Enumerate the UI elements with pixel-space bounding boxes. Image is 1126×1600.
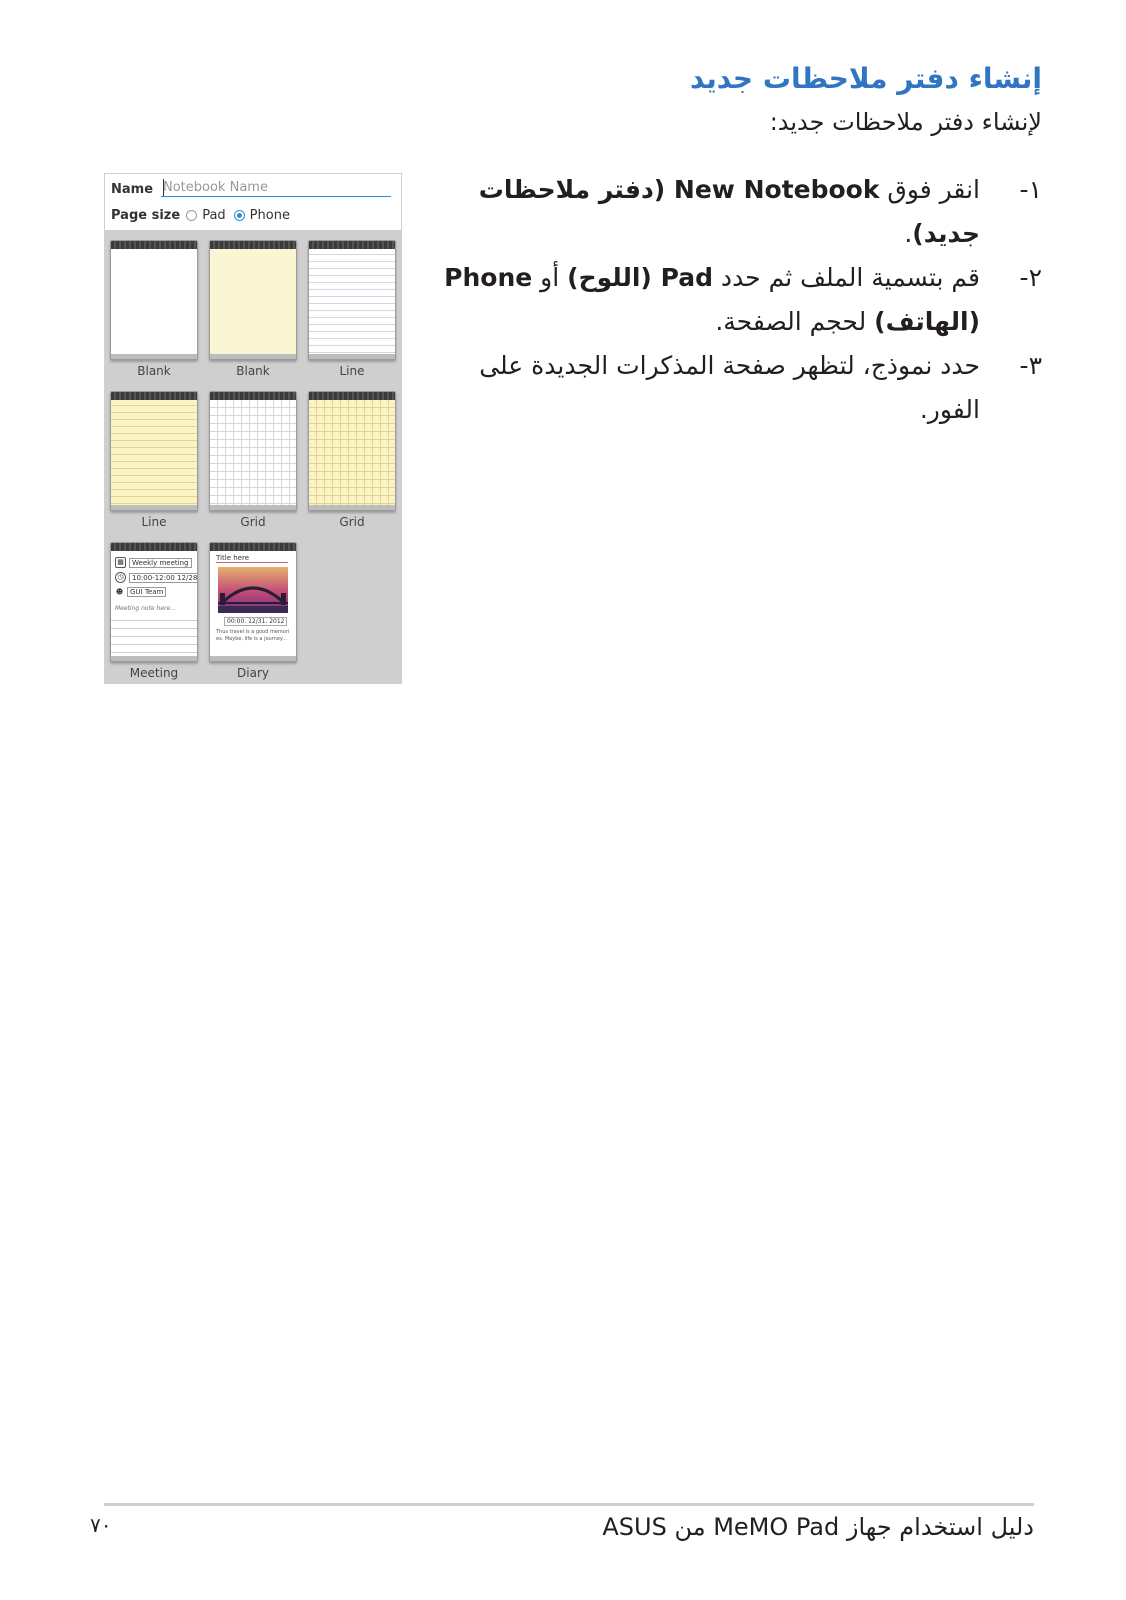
step-text-end: لحجم الصفحة. bbox=[715, 307, 875, 336]
template-diary[interactable] bbox=[209, 542, 297, 680]
name-label: Name bbox=[111, 182, 154, 197]
intro-text: لإنشاء دفتر ملاحظات جديد: bbox=[769, 108, 1042, 136]
text-cursor bbox=[163, 179, 164, 196]
template-preview bbox=[209, 542, 297, 662]
pad-radio[interactable] bbox=[186, 210, 197, 221]
phone-option-label: Phone bbox=[249, 208, 290, 223]
clock-icon: ◷ bbox=[115, 572, 126, 583]
bridge-illustration bbox=[218, 567, 288, 613]
meeting-time: 10:00-12:00 12/28 bbox=[129, 573, 198, 583]
new-notebook-screenshot bbox=[104, 173, 402, 684]
meeting-title: Weekly meeting bbox=[129, 558, 192, 568]
template-line-yellow[interactable] bbox=[110, 391, 198, 529]
template-meeting[interactable] bbox=[110, 542, 198, 680]
template-label: Line bbox=[141, 515, 167, 529]
diary-title: Title here bbox=[216, 554, 288, 563]
section-heading: إنشاء دفتر ملاحظات جديد bbox=[690, 62, 1042, 95]
template-label: Grid bbox=[339, 515, 365, 529]
meeting-team-row bbox=[115, 587, 166, 597]
template-preview bbox=[209, 391, 297, 511]
template-label: Blank bbox=[137, 364, 171, 378]
step-3 bbox=[442, 344, 1042, 432]
step-1 bbox=[442, 168, 1042, 256]
template-grid-white[interactable] bbox=[209, 391, 297, 529]
meeting-time-row bbox=[115, 572, 198, 583]
meeting-ruled-area bbox=[111, 613, 197, 656]
template-label: Line bbox=[339, 364, 365, 378]
step-number: ٣- bbox=[1019, 351, 1042, 380]
template-preview bbox=[209, 240, 297, 360]
page-number: ٧٠ bbox=[90, 1513, 112, 1537]
template-preview bbox=[110, 240, 198, 360]
pad-option-label: Pad bbox=[202, 208, 226, 223]
calendar-icon: ▦ bbox=[115, 557, 126, 568]
template-grid-yellow[interactable] bbox=[308, 391, 396, 529]
template-preview bbox=[110, 542, 198, 662]
meeting-team: GUI Team bbox=[127, 587, 166, 597]
template-preview bbox=[308, 240, 396, 360]
template-preview bbox=[110, 391, 198, 511]
step-text: انقر فوق bbox=[879, 175, 980, 204]
step-text: حدد نموذج، لتظهر صفحة المذكرات الجديدة على الفور. bbox=[479, 351, 980, 424]
meeting-note: Meeting note here... bbox=[115, 605, 176, 612]
phone-option[interactable] bbox=[234, 208, 290, 223]
step-bold-text: New Notebook (دفتر ملاحظات جديد) bbox=[478, 175, 980, 248]
step-2 bbox=[442, 256, 1042, 344]
diary-text: Thus travel is a good memori es. Maybe, life is a journey... bbox=[216, 629, 290, 642]
step-number: ١- bbox=[1019, 175, 1042, 204]
step-text-mid: أو bbox=[532, 263, 568, 292]
steps-list bbox=[442, 168, 1042, 432]
step-number: ٢- bbox=[1019, 263, 1042, 292]
template-label: Blank bbox=[236, 364, 270, 378]
notebook-form bbox=[105, 174, 401, 230]
step-bold-text: Pad (اللوح) bbox=[567, 263, 713, 292]
harbour-bridge-photo bbox=[218, 567, 288, 613]
page-size-row bbox=[111, 208, 298, 223]
phone-radio[interactable] bbox=[234, 210, 245, 221]
template-label: Grid bbox=[240, 515, 266, 529]
diary-date: 00:00. 12/31. 2012 bbox=[224, 617, 287, 626]
notebook-name-input[interactable] bbox=[161, 178, 391, 197]
template-grid bbox=[105, 230, 401, 683]
template-preview bbox=[308, 391, 396, 511]
meeting-title-row bbox=[115, 557, 192, 568]
template-line-white[interactable] bbox=[308, 240, 396, 378]
step-text-end: . bbox=[904, 219, 913, 248]
page-size-label: Page size bbox=[111, 208, 181, 223]
pad-option[interactable] bbox=[186, 208, 225, 223]
step-bold-text-2: Phone (الهاتف) bbox=[444, 263, 980, 336]
step-text: قم بتسمية الملف ثم حدد bbox=[712, 263, 980, 292]
footer-text: دليل استخدام جهاز MeMO Pad من ASUS bbox=[602, 1513, 1034, 1541]
template-blank-white[interactable] bbox=[110, 240, 198, 378]
template-label: Meeting bbox=[129, 666, 179, 680]
template-label: Diary bbox=[237, 666, 269, 680]
people-icon: ☻ bbox=[115, 587, 124, 596]
footer-rule bbox=[104, 1503, 1034, 1506]
template-blank-yellow[interactable] bbox=[209, 240, 297, 378]
